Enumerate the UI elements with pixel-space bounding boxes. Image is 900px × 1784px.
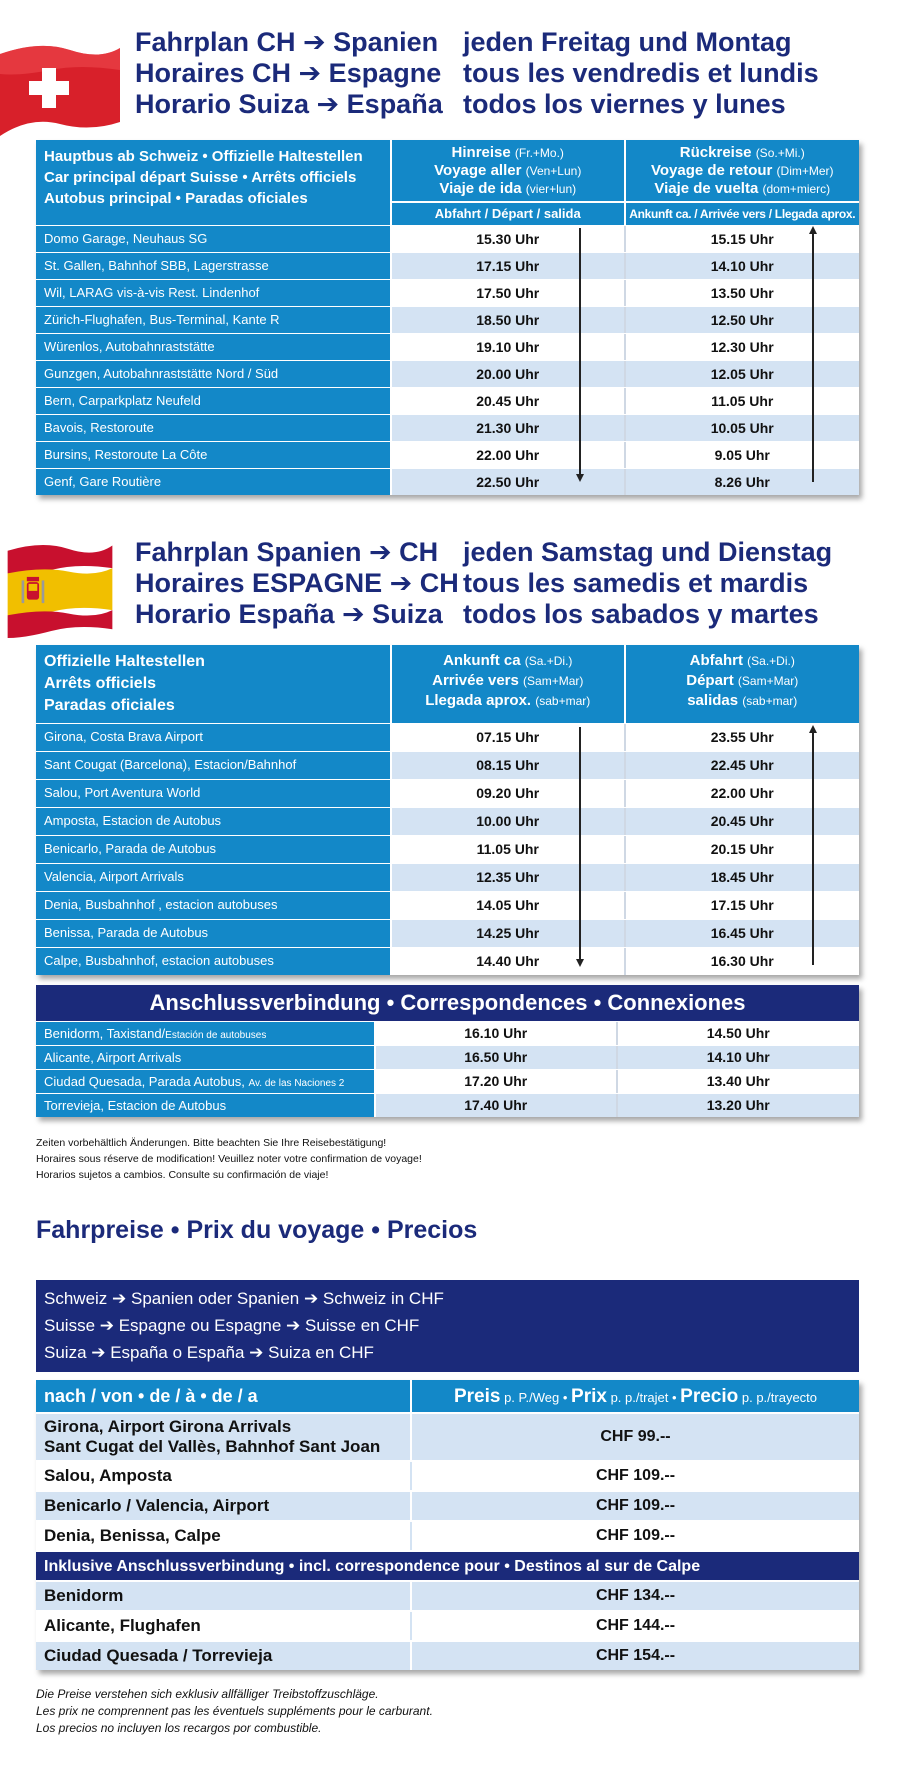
header-bold: Viaje de ida — [439, 180, 522, 197]
price-value: CHF 109.-- — [412, 1462, 859, 1490]
price-value: CHF 134.-- — [412, 1582, 859, 1610]
table-row — [36, 360, 859, 387]
arrival-time: 9.05 Uhr — [626, 442, 860, 468]
price-row — [36, 1520, 859, 1550]
table-row — [36, 1045, 859, 1069]
stop-name: Benissa, Parada de Autobus — [36, 920, 392, 947]
prices-intro-box — [36, 1280, 859, 1372]
departure-time: 16.45 Uhr — [626, 920, 860, 947]
stop-name: Würenlos, Autobahnraststätte — [36, 334, 392, 360]
table-body — [36, 225, 859, 495]
header-small: (Dim+Mer) — [776, 164, 834, 178]
stop-detail: Estación de autobuses — [165, 1030, 267, 1041]
title-line: Fahrplan CH ➔ Spanien — [135, 27, 439, 57]
table-body — [36, 723, 859, 975]
header-stops — [36, 645, 392, 723]
table-row — [36, 225, 859, 252]
header-bold: Precio — [680, 1386, 739, 1407]
departure-time: 17.15 Uhr — [392, 253, 626, 279]
stop-name: Bavois, Restoroute — [36, 415, 392, 441]
arrival-time: 12.50 Uhr — [626, 307, 860, 333]
header-small: (Fr.+Mo.) — [514, 146, 564, 160]
timetable-spain-ch — [36, 645, 859, 975]
header-small: p. P./Weg • — [500, 1390, 572, 1405]
price-row — [36, 1412, 859, 1460]
table-row — [36, 863, 859, 891]
header-small: (vier+lun) — [525, 182, 577, 196]
spain-flag-icon — [0, 542, 120, 638]
arrival-time: 12.05 Uhr — [626, 361, 860, 387]
price-value: CHF 99.-- — [412, 1414, 859, 1460]
departure-time: 19.10 Uhr — [392, 334, 626, 360]
table-body — [36, 1021, 859, 1117]
header-line: Autobus principal • Paradas oficiales — [44, 190, 308, 207]
arrival-time: 13.50 Uhr — [626, 280, 860, 306]
title-line: todos los sabados y martes — [463, 599, 819, 629]
price-value: CHF 109.-- — [412, 1492, 859, 1520]
header-small: (dom+mierc) — [762, 182, 831, 196]
intro-line: Suisse ➔ Espagne ou Espagne ➔ Suisse en CHF — [44, 1316, 420, 1335]
departure-time: 20.45 Uhr — [392, 388, 626, 414]
header-bold: Llegada aprox. — [425, 692, 532, 709]
header-departure — [626, 645, 860, 723]
price-value: CHF 144.-- — [412, 1612, 859, 1640]
departure-time: 13.20 Uhr — [618, 1094, 860, 1117]
arrival-time: 14.05 Uhr — [392, 892, 626, 919]
prices-header — [36, 1380, 859, 1412]
header-line: Paradas oficiales — [44, 697, 175, 714]
departure-time: 17.50 Uhr — [392, 280, 626, 306]
stop-name: Domo Garage, Neuhaus SG — [36, 226, 392, 252]
header-small: (Sa.+Di.) — [524, 654, 573, 668]
stop-main: Benidorm, Taxistand/ — [44, 1026, 166, 1041]
stop-name: Denia, Busbahnhof , estacion autobuses — [36, 892, 392, 919]
header-sub: Abfahrt / Départ / salida — [392, 201, 624, 225]
destination-line: Benidorm — [44, 1586, 124, 1605]
stop-name: Calpe, Busbahnhof, estacion autobuses — [36, 948, 392, 975]
price-row — [36, 1460, 859, 1490]
stop-name: Genf, Gare Routière — [36, 469, 392, 495]
header-sub: Ankunft ca. / Arrivée vers / Llegada aprox. — [626, 201, 860, 225]
header-small: p. p./trajet • — [606, 1390, 681, 1405]
arrival-time: 12.30 Uhr — [626, 334, 860, 360]
timetable-ch-spain — [36, 140, 859, 495]
departure-time: 22.45 Uhr — [626, 752, 860, 779]
destination-line: Salou, Amposta — [44, 1466, 172, 1485]
title-line: Horario Suiza ➔ España — [135, 89, 443, 119]
stop-main: Torrevieja, Estacion de Autobus — [44, 1098, 227, 1113]
note-line: Los precios no incluyen los recargos por combustible. — [36, 1721, 322, 1735]
table-row — [36, 1021, 859, 1045]
note-line: Les prix ne comprennent pas les éventuels suppléments pour le carburant. — [36, 1704, 433, 1718]
header-bold: Rückreise — [679, 144, 752, 161]
departure-time: 22.00 Uhr — [392, 442, 626, 468]
title-left-es — [135, 537, 459, 630]
swiss-flag-icon — [0, 40, 120, 136]
title-line: Horaires CH ➔ Espagne — [135, 58, 442, 88]
stop-name — [36, 1070, 376, 1093]
destination-line: Girona, Airport Girona Arrivals — [44, 1417, 292, 1436]
arrival-time: 17.20 Uhr — [376, 1070, 618, 1093]
header-destination: nach / von • de / à • de / a — [36, 1380, 412, 1412]
direction-arrow-line — [579, 228, 581, 478]
arrival-time: 11.05 Uhr — [392, 836, 626, 863]
table-row — [36, 947, 859, 975]
price-value: CHF 109.-- — [412, 1522, 859, 1550]
connections-title: Anschlussverbindung • Correspondences • Connexiones — [36, 985, 859, 1021]
title-right-ch — [463, 27, 819, 120]
table-header — [36, 645, 859, 723]
departure-time: 16.30 Uhr — [626, 948, 860, 975]
departure-time: 22.50 Uhr — [392, 469, 626, 495]
prices-title: Fahrpreise • Prix du voyage • Precios — [36, 1216, 478, 1244]
connections-table — [36, 985, 859, 1117]
header-line: Hauptbus ab Schweiz • Offizielle Haltestellen — [44, 148, 363, 165]
arrival-time: 12.35 Uhr — [392, 864, 626, 891]
header-line: Car principal départ Suisse • Arrêts officiels — [44, 169, 357, 186]
header-stops — [36, 140, 392, 225]
arrival-time: 07.15 Uhr — [392, 724, 626, 751]
arrival-time: 16.50 Uhr — [376, 1046, 618, 1069]
header-arrival — [392, 645, 626, 723]
title-line: Fahrplan Spanien ➔ CH — [135, 537, 439, 567]
table-row — [36, 807, 859, 835]
table-row — [36, 441, 859, 468]
destination-line: Sant Cugat del Vallès, Bahnhof Sant Joan — [44, 1437, 381, 1456]
arrival-time: 10.05 Uhr — [626, 415, 860, 441]
departure-time: 14.50 Uhr — [618, 1022, 860, 1045]
stop-name: Bern, Carparkplatz Neufeld — [36, 388, 392, 414]
arrival-time: 8.26 Uhr — [626, 469, 860, 495]
stop-main: Ciudad Quesada, Parada Autobus, — [44, 1074, 249, 1089]
arrival-time: 14.10 Uhr — [626, 253, 860, 279]
table-header — [36, 140, 859, 225]
title-line: Horario España ➔ Suiza — [135, 599, 443, 629]
title-right-es — [463, 537, 832, 630]
title-line: todos los viernes y lunes — [463, 89, 786, 119]
timetable-notes — [36, 1135, 422, 1183]
price-row — [36, 1640, 859, 1670]
header-small: (Ven+Lun) — [525, 164, 582, 178]
stop-name — [36, 1046, 376, 1069]
note-line: Die Preise verstehen sich exklusiv allfälliger Treibstoffzuschläge. — [36, 1687, 379, 1701]
header-bold: salidas — [687, 692, 739, 709]
header-small: (Sam+Mar) — [523, 674, 584, 688]
departure-time: 21.30 Uhr — [392, 415, 626, 441]
destination — [36, 1492, 412, 1520]
destination-line: Benicarlo / Valencia, Airport — [44, 1496, 270, 1515]
header-small: (Sam+Mar) — [737, 674, 799, 688]
table-row — [36, 835, 859, 863]
direction-arrow-line — [812, 731, 814, 965]
stop-name: Girona, Costa Brava Airport — [36, 724, 392, 751]
departure-time: 23.55 Uhr — [626, 724, 860, 751]
stop-name: Amposta, Estacion de Autobus — [36, 808, 392, 835]
table-row — [36, 468, 859, 495]
intro-line: Schweiz ➔ Spanien oder Spanien ➔ Schweiz in CHF — [44, 1289, 444, 1308]
destination-line: Alicante, Flughafen — [44, 1616, 201, 1635]
direction-arrow-line — [812, 232, 814, 482]
stop-name: Bursins, Restoroute La Côte — [36, 442, 392, 468]
header-line: Arrêts officiels — [44, 675, 157, 692]
header-small: (sab+mar) — [742, 694, 798, 708]
header-small: (sab+mar) — [535, 694, 591, 708]
header-bold: Prix — [571, 1386, 607, 1407]
table-row — [36, 414, 859, 441]
destination — [36, 1582, 412, 1610]
destination — [36, 1612, 412, 1640]
arrival-time: 11.05 Uhr — [626, 388, 860, 414]
departure-time: 17.15 Uhr — [626, 892, 860, 919]
header-line: Offizielle Haltestellen — [44, 653, 205, 670]
header-bold: Ankunft ca — [443, 652, 521, 669]
prices-body — [36, 1412, 859, 1550]
table-row — [36, 919, 859, 947]
destination — [36, 1462, 412, 1490]
header-bold: Hinreise — [451, 144, 511, 161]
price-value: CHF 154.-- — [412, 1642, 859, 1670]
destination — [36, 1522, 412, 1550]
header-bold: Départ — [686, 672, 734, 689]
departure-time: 20.15 Uhr — [626, 836, 860, 863]
table-row — [36, 751, 859, 779]
stop-main: Alicante, Airport Arrivals — [44, 1050, 182, 1065]
title-line: jeden Samstag und Dienstag — [463, 537, 833, 567]
table-row — [36, 1093, 859, 1117]
title-line: jeden Freitag und Montag — [463, 27, 792, 57]
arrival-time: 10.00 Uhr — [392, 808, 626, 835]
price-row — [36, 1580, 859, 1610]
table-row — [36, 279, 859, 306]
stop-detail: Av. de las Naciones 2 — [248, 1078, 345, 1089]
stop-name: Zürich-Flughafen, Bus-Terminal, Kante R — [36, 307, 392, 333]
header-return — [626, 140, 860, 225]
arrival-time: 09.20 Uhr — [392, 780, 626, 807]
departure-time: 18.50 Uhr — [392, 307, 626, 333]
table-row — [36, 779, 859, 807]
header-small: p. p./trayecto — [738, 1390, 818, 1405]
arrow-up-icon — [809, 725, 817, 733]
arrow-down-icon — [576, 959, 584, 967]
direction-arrow-line — [579, 727, 581, 963]
stop-name: Sant Cougat (Barcelona), Estacion/Bahnhof — [36, 752, 392, 779]
departure-time: 14.10 Uhr — [618, 1046, 860, 1069]
destination-line: Ciudad Quesada / Torrevieja — [44, 1646, 273, 1665]
stop-name: Salou, Port Aventura World — [36, 780, 392, 807]
header-bold: Abfahrt — [689, 652, 743, 669]
prices-notes — [36, 1686, 433, 1737]
header-bold: Preis — [453, 1386, 501, 1407]
stop-name: Valencia, Airport Arrivals — [36, 864, 392, 891]
arrival-time: 17.40 Uhr — [376, 1094, 618, 1117]
departure-time: 20.00 Uhr — [392, 361, 626, 387]
arrival-time: 16.10 Uhr — [376, 1022, 618, 1045]
arrow-down-icon — [576, 474, 584, 482]
departure-time: 13.40 Uhr — [618, 1070, 860, 1093]
table-row — [36, 387, 859, 414]
stop-name: Benicarlo, Parada de Autobus — [36, 836, 392, 863]
stop-name: Wil, LARAG vis-à-vis Rest. Lindenhof — [36, 280, 392, 306]
price-row — [36, 1490, 859, 1520]
arrival-time: 08.15 Uhr — [392, 752, 626, 779]
arrival-time: 14.25 Uhr — [392, 920, 626, 947]
header-bold: Voyage aller — [434, 162, 522, 179]
note-line: Horaires sous réserve de modification! Veuillez noter votre confirmation de voyage! — [36, 1153, 422, 1165]
departure-time: 15.30 Uhr — [392, 226, 626, 252]
prices-body — [36, 1580, 859, 1670]
title-left-ch — [135, 27, 443, 120]
prices-table — [36, 1380, 859, 1670]
title-line: Horaires ESPAGNE ➔ CH — [135, 568, 459, 598]
table-row — [36, 333, 859, 360]
table-row — [36, 891, 859, 919]
departure-time: 20.45 Uhr — [626, 808, 860, 835]
destination-line: Denia, Benissa, Calpe — [44, 1526, 221, 1545]
header-bold: Viaje de vuelta — [654, 180, 759, 197]
header-bold: Voyage de retour — [650, 162, 773, 179]
destination — [36, 1414, 412, 1460]
header-outbound — [392, 140, 626, 225]
title-line: tous les vendredis et lundis — [463, 58, 819, 88]
arrow-up-icon — [809, 226, 817, 234]
departure-time: 18.45 Uhr — [626, 864, 860, 891]
table-row — [36, 723, 859, 751]
connection-band: Inklusive Anschlussverbindung • incl. correspondence pour • Destinos al sur de Calpe — [36, 1550, 859, 1580]
stop-name: St. Gallen, Bahnhof SBB, Lagerstrasse — [36, 253, 392, 279]
table-row — [36, 252, 859, 279]
note-line: Horarios sujetos a cambios. Consulte su confirmación de viaje! — [36, 1169, 329, 1181]
title-line: tous les samedis et mardis — [463, 568, 809, 598]
header-small: (So.+Mi.) — [755, 146, 805, 160]
header-bold: Arrivée vers — [432, 672, 519, 689]
table-row — [36, 1069, 859, 1093]
note-line: Zeiten vorbehältlich Änderungen. Bitte beachten Sie Ihre Reisebestätigung! — [36, 1137, 387, 1149]
header-small: (Sa.+Di.) — [747, 654, 795, 668]
table-row — [36, 306, 859, 333]
stop-name — [36, 1094, 376, 1117]
destination — [36, 1642, 412, 1670]
stop-name — [36, 1022, 376, 1045]
departure-time: 22.00 Uhr — [626, 780, 860, 807]
arrival-time: 15.15 Uhr — [626, 226, 860, 252]
stop-name: Gunzgen, Autobahnraststätte Nord / Süd — [36, 361, 392, 387]
intro-line: Suiza ➔ España o España ➔ Suiza en CHF — [44, 1343, 374, 1362]
header-price — [412, 1380, 859, 1412]
price-row — [36, 1610, 859, 1640]
arrival-time: 14.40 Uhr — [392, 948, 626, 975]
